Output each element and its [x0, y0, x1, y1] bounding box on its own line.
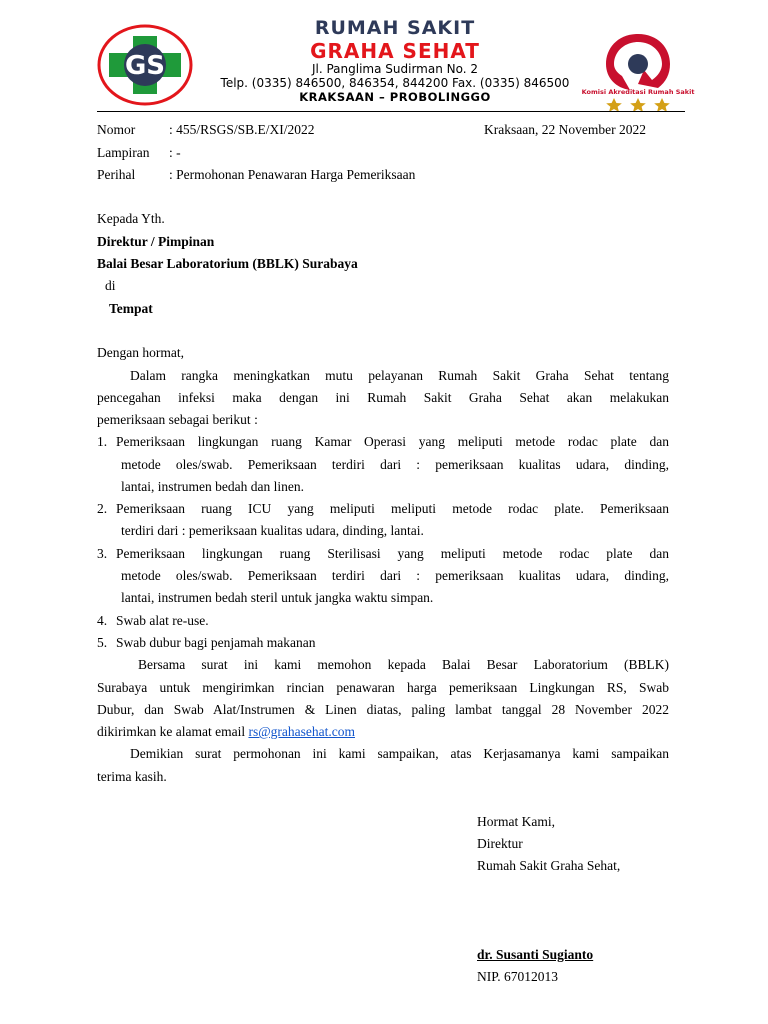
perihal-value: : Permohonan Penawaran Harga Pemeriksaan — [169, 167, 416, 182]
signature-nip: NIP. 67012013 — [477, 969, 559, 984]
hospital-city: KRAKSAAN – PROBOLINGGO — [299, 90, 491, 104]
intro-line: pencegahan infeksi maka dengan ini Rumah Sakit Graha Sehat akan melakukan — [97, 390, 669, 405]
request-line: Bersama surat ini kami memohon kepada Balai Besar Laboratorium (BBLK) — [138, 657, 669, 672]
hospital-name-line2: GRAHA SEHAT — [310, 39, 480, 63]
list-item-number: 2. — [97, 501, 108, 516]
list-item-line: terdiri dari : pemeriksaan kualitas udara, dinding, lantai. — [121, 523, 424, 538]
recipient-org: Balai Besar Laboratorium (BBLK) Surabaya — [97, 256, 358, 271]
list-item-line: metode oles/swab. Pemeriksaan terdiri dari : pemeriksaan kualitas udara, dinding, — [121, 568, 669, 583]
signature-title: Direktur — [477, 836, 523, 851]
list-item-line: Swab alat re-use. — [116, 613, 209, 628]
recipient-place: Tempat — [109, 301, 153, 316]
closing-line: Demikian surat permohonan ini kami sampaikan, atas Kerjasamanya kami sampaikan — [130, 746, 669, 761]
lampiran-label: Lampiran — [97, 145, 150, 160]
list-item-number: 1. — [97, 434, 108, 449]
header-divider — [97, 111, 685, 112]
intro-line: Dalam rangka meningkatkan mutu pelayanan Rumah Sakit Graha Sehat tentang — [130, 368, 669, 383]
list-item-line: Pemeriksaan lingkungan ruang Sterilisasi yang meliputi metode rodac plate dan — [116, 546, 669, 561]
list-item-line: Swab dubur bagi penjamah makanan — [116, 635, 316, 650]
list-item-line: Pemeriksaan ruang ICU yang meliputi meliputi metode rodac plate. Pemeriksaan — [116, 501, 669, 516]
recipient-title: Direktur / Pimpinan — [97, 234, 215, 249]
closing-line: terima kasih. — [97, 769, 167, 784]
intro-line: pemeriksaan sebagai berikut : — [97, 412, 258, 427]
logo-left-text: GS — [124, 51, 166, 81]
accreditation-logo-icon — [581, 26, 695, 112]
request-line: Dubur, dan Swab Alat/Instrumen & Linen diatas, paling lambat tanggal 28 November 2022 — [97, 702, 669, 717]
list-item-line: lantai, instrumen bedah dan linen. — [121, 479, 304, 494]
accreditation-label: Komisi Akreditasi Rumah Sakit — [581, 88, 695, 96]
letter-date: Kraksaan, 22 November 2022 — [484, 122, 646, 137]
recipient-greeting: Kepada Yth. — [97, 211, 165, 226]
request-line: Surabaya untuk mengirimkan rincian penawaran harga pemeriksaan Lingkungan RS, Swab — [97, 680, 669, 695]
hospital-address: Jl. Panglima Sudirman No. 2 — [311, 62, 479, 76]
nomor-label: Nomor — [97, 122, 136, 137]
list-item-number: 5. — [97, 635, 108, 650]
list-item-line: lantai, instrumen bedah steril untuk jangka waktu simpan. — [121, 590, 434, 605]
recipient-di: di — [105, 278, 116, 293]
list-item-line: Pemeriksaan lingkungan ruang Kamar Operasi yang meliputi metode rodac plate dan — [116, 434, 669, 449]
request-line-email — [97, 724, 355, 740]
list-item-number: 3. — [97, 546, 108, 561]
perihal-label: Perihal — [97, 167, 136, 182]
hospital-name-line1: RUMAH SAKIT — [314, 17, 476, 39]
signature-org: Rumah Sakit Graha Sehat, — [477, 858, 621, 873]
letterhead — [200, 16, 590, 104]
signature-name: dr. Susanti Sugianto — [477, 947, 594, 962]
nomor-value: : 455/RSGS/SB.E/XI/2022 — [169, 122, 315, 137]
signature-regards: Hormat Kami, — [477, 814, 555, 829]
lampiran-value: : - — [169, 145, 181, 160]
email-link[interactable]: rs@grahasehat.com — [248, 724, 355, 739]
list-item-number: 4. — [97, 613, 108, 628]
hospital-logo-icon — [97, 24, 193, 106]
list-item-line: metode oles/swab. Pemeriksaan terdiri dari : pemeriksaan kualitas udara, dinding, — [121, 457, 669, 472]
request-line: dikirimkan ke alamat email — [97, 724, 246, 739]
salutation: Dengan hormat, — [97, 345, 184, 360]
hospital-phone: Telp. (0335) 846500, 846354, 844200 Fax. (0335) 846500 — [220, 76, 570, 90]
